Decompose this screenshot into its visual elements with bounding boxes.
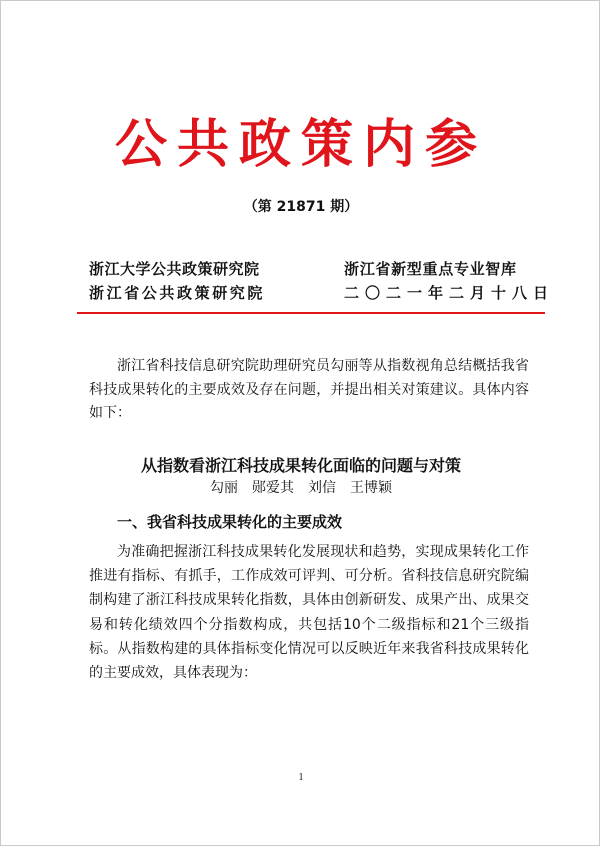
publication-date: 二〇二一年二月十八日 (344, 284, 555, 302)
issue-number: （第 21871 期） (243, 199, 359, 215)
masthead-title: 公共政策内参 (114, 114, 487, 175)
page-number: 1 (298, 772, 304, 783)
institution-line-1: 浙江大学公共政策研究院 (89, 260, 260, 278)
article-authors: 勾丽 郧爱其 刘信 王博颖 (210, 480, 392, 496)
body-paragraph: 为准确把握浙江科技成果转化发展现状和趋势，实现成果转化工作推进有指标、有抓手，工作成效可评判、可分析。省科技信息研究院编制构建了浙江科技成果转化指数，具体由创新研发、成果产出、成果交易和转化绩效四个分指数构成，共包括10个二级指标和21个三级指标。从指数构建的具体指标变化情况可以反映近年来我省科技成果转化的主要成效，具体表现为： (89, 544, 529, 682)
header-divider (77, 312, 545, 314)
institution-line-2: 浙江省公共政策研究院 (89, 284, 266, 302)
intro-paragraph: 浙江省科技信息研究院助理研究员勾丽等从指数视角总结概括我省科技成果转化的主要成效及存在问题，并提出相关对策建议。具体内容如下： (89, 358, 529, 421)
article-title: 从指数看浙江科技成果转化面临的问题与对策 (140, 456, 461, 475)
think-tank-label: 浙江省新型重点专业智库 (344, 260, 517, 278)
section-heading: 一、我省科技成果转化的主要成效 (117, 513, 343, 531)
